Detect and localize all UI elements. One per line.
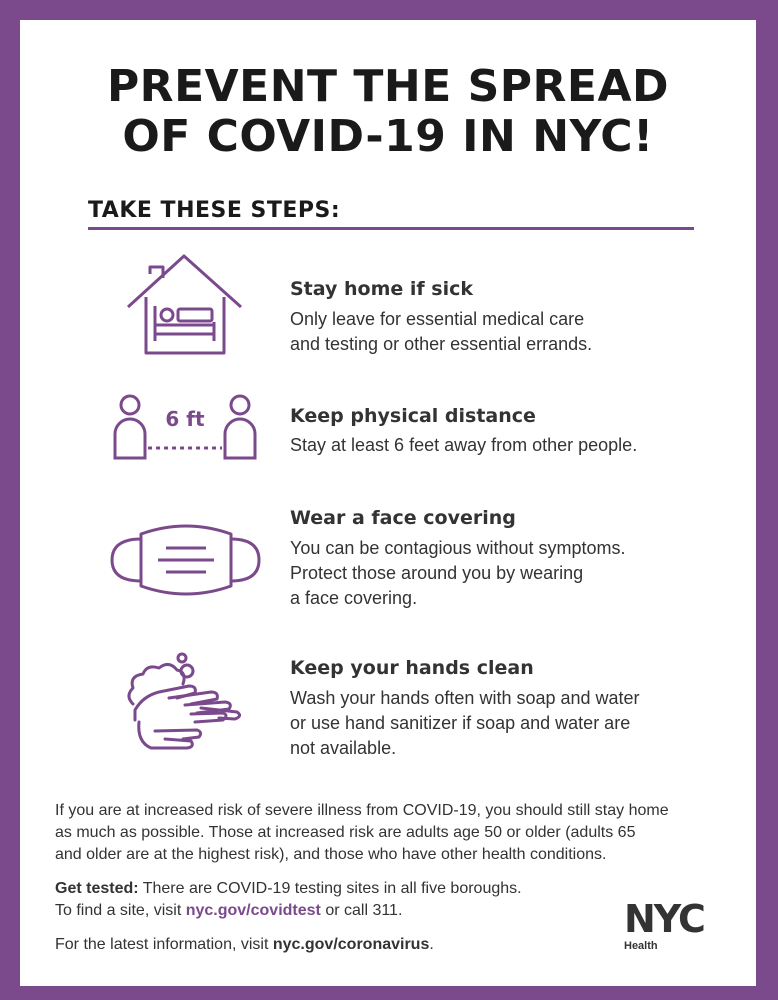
nyc-health-logo — [624, 897, 728, 952]
nyc-logo-text: NYC — [624, 897, 704, 941]
step-desc-face-covering: You can be contagious without symptoms. Protect those around you by wearing a face covering. — [290, 538, 626, 608]
step-title-distance: Keep physical distance — [290, 405, 536, 427]
title-line-2: OF COVID-19 IN NYC! — [122, 111, 654, 162]
title-line-1: PREVENT THE SPREAD — [106, 61, 670, 112]
testing-note: Get tested: There are COVID-19 testing sites in all five boroughs. To find a site, visit nyc.gov/covidtest or call 311. — [55, 880, 522, 919]
step-title-face-covering: Wear a face covering — [290, 507, 516, 529]
house-bed-icon — [122, 252, 247, 357]
step-desc-distance: Stay at least 6 feet away from other people. — [290, 435, 638, 455]
testing-lead: Get tested: — [55, 880, 139, 897]
distance-label: 6 ft — [165, 407, 205, 431]
nyc-logo-sub: Health — [624, 940, 658, 952]
step-desc-stay-home: Only leave for essential medical care and testing or other essential errands. — [290, 309, 593, 354]
poster — [20, 20, 756, 986]
section-heading: TAKE THESE STEPS: — [88, 198, 341, 223]
page-title — [20, 62, 756, 162]
risk-note: If you are at increased risk of severe illness from COVID-19, you should still stay home as much as possible. Those at increased risk are adults age 50 or older (adults 65 and older are at the highest risk), and those who have other health conditions. — [55, 802, 669, 863]
face-mask-icon — [108, 520, 263, 600]
step-title-stay-home: Stay home if sick — [290, 278, 473, 300]
covidtest-link[interactable]: nyc.gov/covidtest — [185, 902, 321, 919]
heading-rule — [88, 227, 694, 230]
coronavirus-link[interactable]: nyc.gov/coronavirus — [272, 936, 430, 953]
distance-icon — [110, 392, 265, 464]
hand-washing-icon — [125, 652, 247, 756]
step-title-hands: Keep your hands clean — [290, 657, 534, 679]
info-note: For the latest information, visit nyc.gov/coronavirus. — [55, 936, 434, 953]
step-desc-hands: Wash your hands often with soap and water or use hand sanitizer if soap and water are not available. — [290, 688, 640, 758]
